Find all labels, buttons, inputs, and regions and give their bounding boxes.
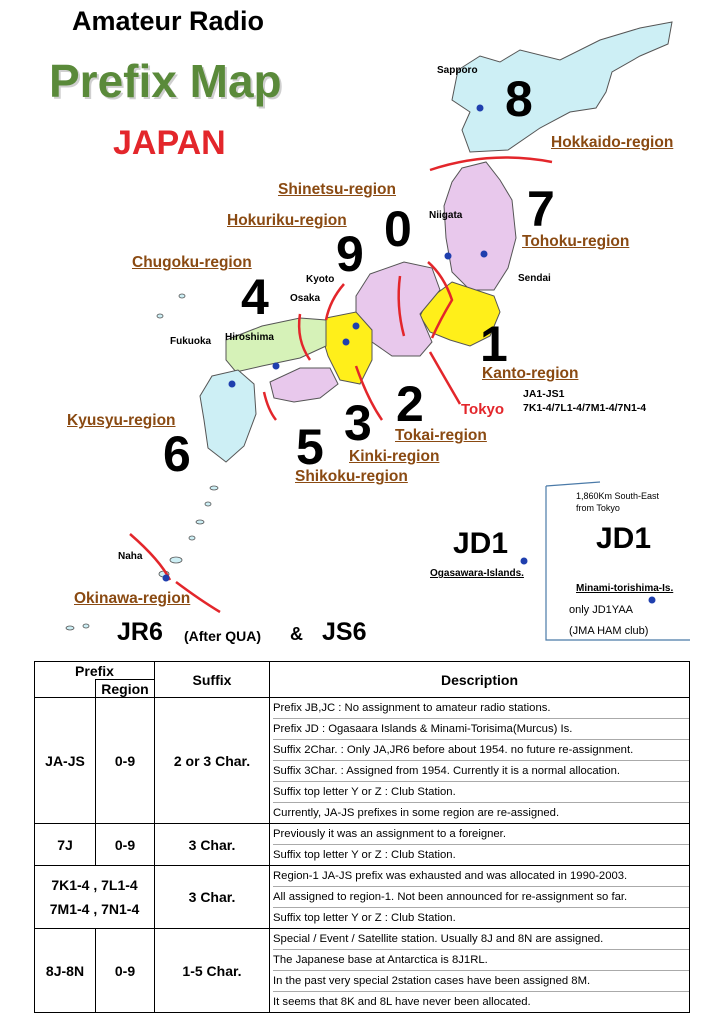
desc-line: Suffix 3Char. : Assigned from 1954. Currently it is a normal allocation. [273,761,689,782]
label-tohoku-region: Tohoku-region [522,233,630,250]
city-osaka: Osaka [290,293,321,304]
jd1-right-label: JD1 [596,522,652,555]
desc-line: Region-1 JA-JS prefix was exhausted and was allocated in 1990-2003. [273,866,689,887]
ogasawara-label: Ogasawara-Islands. [430,568,524,579]
city-sendai: Sendai [518,273,551,284]
distance-line1: 1,860Km South-East [576,491,660,501]
okinawa-prefix-jr6: JR6 [117,618,163,646]
desc-line: Prefix JB,JC : No assignment to amateur radio stations. [273,698,689,719]
cell-region: 0-9 [96,698,155,824]
label-okinawa-region: Okinawa-region [74,590,191,607]
okinawa-prefix-js6: JS6 [322,618,367,646]
kyushu-area [200,370,256,462]
desc-line: It seems that 8K and 8L have never been allocated. [273,996,531,1008]
cell-prefix: 8J-8N [35,929,96,1013]
okinawa-after-qua: (After QUA) [184,628,261,644]
desc-line: The Japanese base at Antarctica is 8J1RL. [273,950,689,971]
desc-line: Suffix 2Char. : Only JA,JR6 before about 1954. no future re-assignment. [273,740,689,761]
table-row [35,866,690,929]
cell-suffix: 1-5 Char. [155,929,270,1013]
minami-torishima-label: Minami-torishima-Is. [576,583,674,594]
only-jd1yaa-line1: only JD1YAA [569,604,633,616]
region-number-2: 2 [396,376,424,432]
cell-region: 0-9 [96,929,155,1013]
region-number-8: 8 [505,71,533,127]
desc-line: All assigned to region-1. Not been announced for re-assignment so far. [273,887,689,908]
region-number-0: 0 [384,201,412,257]
cell-suffix: 3 Char. [155,824,270,866]
cell-description [270,929,690,1013]
title-prefix-map: Prefix Map [49,55,282,107]
label-kinki-region: Kinki-region [349,448,440,465]
cell-suffix: 2 or 3 Char. [155,698,270,824]
prefix-table [34,661,690,1013]
city-niigata: Niigata [429,210,463,221]
table-row [35,824,690,866]
city-kyoto: Kyoto [306,274,335,285]
title-amateur-radio: Amateur Radio [72,6,265,36]
region-number-6: 6 [163,426,191,482]
region-number-9: 9 [336,226,364,282]
desc-line: Prefix JD : Ogasaara Islands & Minami-Torisima(Murcus) Is. [273,719,689,740]
cell-region: 0-9 [96,824,155,866]
label-hokuriku-region: Hokuriku-region [227,212,347,229]
okinawa-ampersand: & [290,624,303,644]
cell-description [270,698,690,824]
desc-line: Currently, JA-JS prefixes in some region are re-assigned. [273,807,560,819]
desc-line: Special / Event / Satellite station. Usually 8J and 8N are assigned. [273,929,689,950]
label-shinetsu-region: Shinetsu-region [278,181,396,198]
label-hokkaido-region: Hokkaido-region [551,134,674,151]
cell-prefix-7k-7n [35,866,155,929]
city-sapporo: Sapporo [437,65,478,76]
cell-prefix-line: 7K1-4 , 7L1-4 [51,877,138,893]
desc-line: In the past very special 2station cases have been assigned 8M. [273,971,689,992]
hokkaido-island [452,22,672,152]
region-number-7: 7 [527,181,555,237]
label-tokai-region: Tokai-region [395,427,487,444]
city-fukuoka: Fukuoka [170,336,212,347]
header-suffix: Suffix [155,662,270,698]
desc-line: Suffix top letter Y or Z : Club Station. [273,849,456,861]
region-number-1: 1 [480,316,508,372]
label-kanto-region: Kanto-region [482,365,579,382]
cell-prefix: 7J [35,824,96,866]
cell-prefix-line: 7M1-4 , 7N1-4 [49,901,140,917]
city-hiroshima: Hiroshima [225,332,274,343]
desc-line: Suffix top letter Y or Z : Club Station. [273,912,456,924]
region-number-4: 4 [241,269,269,325]
label-chugoku-region: Chugoku-region [132,254,252,271]
header-description: Description [270,662,690,698]
tohoku-area [444,162,516,290]
jd1-left-label: JD1 [453,527,509,560]
kanto-prefix-line2: 7K1-4/7L1-4/7M1-4/7N1-4 [523,402,647,414]
shikoku-area [270,368,338,402]
label-kyusyu-region: Kyusyu-region [67,412,176,429]
city-naha: Naha [118,551,143,562]
desc-line: Suffix top letter Y or Z : Club Station. [273,782,689,803]
table-row [35,929,690,1013]
city-tokyo: Tokyo [461,401,505,418]
kanto-prefix-line1: JA1-JS1 [523,388,565,400]
distance-line2: from Tokyo [576,503,620,513]
desc-line: Previously it was an assignment to a foreigner. [273,824,689,845]
header-region: Region [96,680,155,698]
label-shikoku-region: Shikoku-region [295,468,408,485]
cell-description [270,866,690,929]
title-japan: JAPAN [113,124,226,162]
region-number-5: 5 [296,419,324,475]
cell-description [270,824,690,866]
table-row [35,698,690,824]
header-prefix: Prefix [35,662,155,680]
only-jd1yaa-line2: (JMA HAM club) [569,625,649,637]
region-number-3: 3 [344,395,372,451]
cell-suffix: 3 Char. [155,866,270,929]
cell-prefix: JA-JS [35,698,96,824]
